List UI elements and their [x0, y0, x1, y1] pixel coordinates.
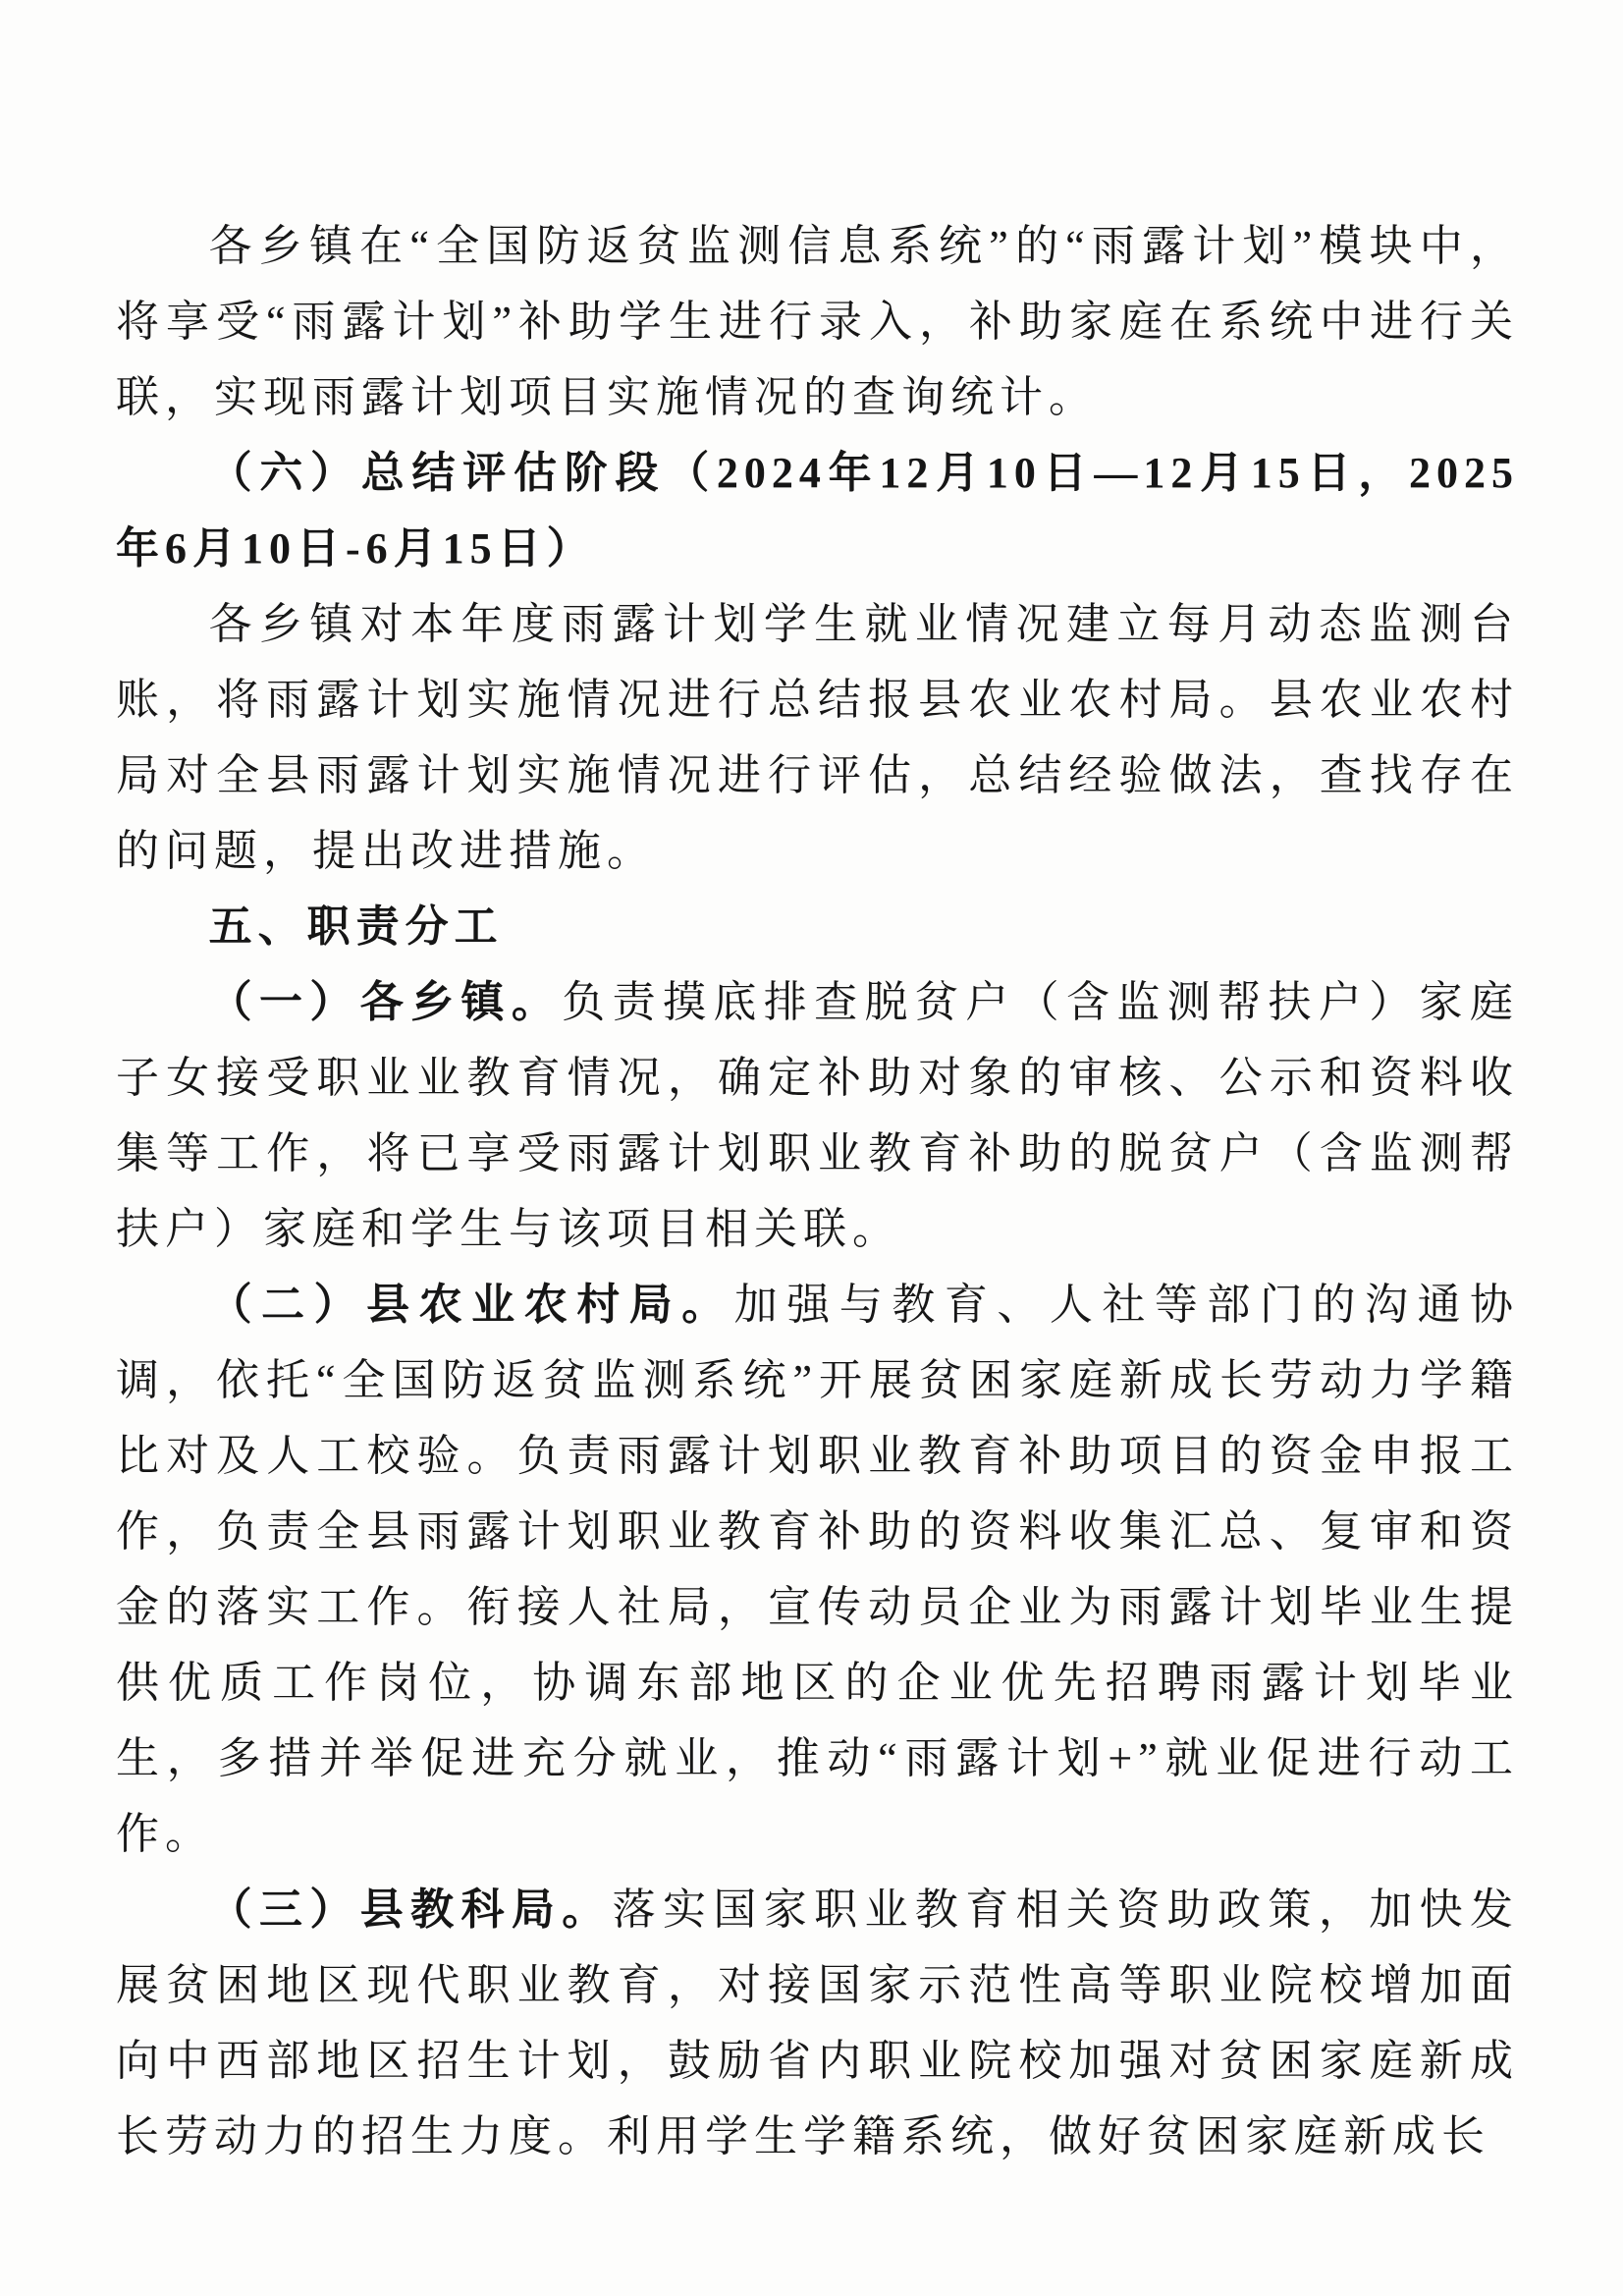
paragraph-duty-education-bureau [116, 1872, 1519, 2174]
paragraph-duty-townships [116, 964, 1519, 1267]
section-lead-agriculture-bureau: （二）县农业农村局。 [208, 1281, 734, 1329]
section-lead-townships: （一）各乡镇。 [208, 978, 563, 1026]
section-text-townships: 负责摸底排查脱贫户（含监测帮扶户）家庭子女接受职业业教育情况，确定补助对象的审核、公示和资料收集等工作，将已享受雨露计划职业教育补助的脱贫户（含监测帮扶户）家庭和学生与该项目相关联。 [116, 978, 1520, 1253]
paragraph-module-entry: 各乡镇在“全国防返贫监测信息系统”的“雨露计划”模块中，将享受“雨露计划”补助学生进行录入，补助家庭在系统中进行关联，实现雨露计划项目实施情况的查询统计。 [116, 222, 1519, 421]
heading-section-five: 五、职责分工 [208, 902, 504, 951]
section-text-agriculture-bureau: 加强与教育、人社等部门的沟通协调，依托“全国防返贫监测系统”开展贫困家庭新成长劳动力学籍比对及人工校验。负责雨露计划职业教育补助项目的资金申报工作，负责全县雨露计划职业教育补助的资料收集汇总、复审和资金的落实工作。衔接人社局，宣传动员企业为雨露计划毕业生提供优质工作岗位，协调东部地区的企业优先招聘雨露计划毕业生，多措并举促进充分就业，推动“雨露计划+”就业促进行动工作。 [116, 1281, 1520, 1858]
paragraph-stage-six-body: 各乡镇对本年度雨露计划学生就业情况建立每月动态监测台账，将雨露计划实施情况进行总结报县农业农村局。县农业农村局对全县雨露计划实施情况进行评估，总结经验做法，查找存在的问题，提出改进措施。 [116, 600, 1519, 875]
section-text-education-bureau: 落实国家职业教育相关资助政策，加快发展贫困地区现代职业教育，对接国家示范性高等职业院校增加面向中西部地区招生计划，鼓励省内职业院校加强对贫困家庭新成长劳动力的招生力度。利用学生学籍系统，做好贫困家庭新成长 [116, 1886, 1520, 2160]
heading-stage-six: （六）总结评估阶段（2024年12月10日—12月15日，2025年6月10日-6月15日） [116, 449, 1519, 573]
paragraph-duty-agriculture-bureau [116, 1267, 1519, 1872]
section-lead-education-bureau: （三）县教科局。 [208, 1886, 613, 1934]
